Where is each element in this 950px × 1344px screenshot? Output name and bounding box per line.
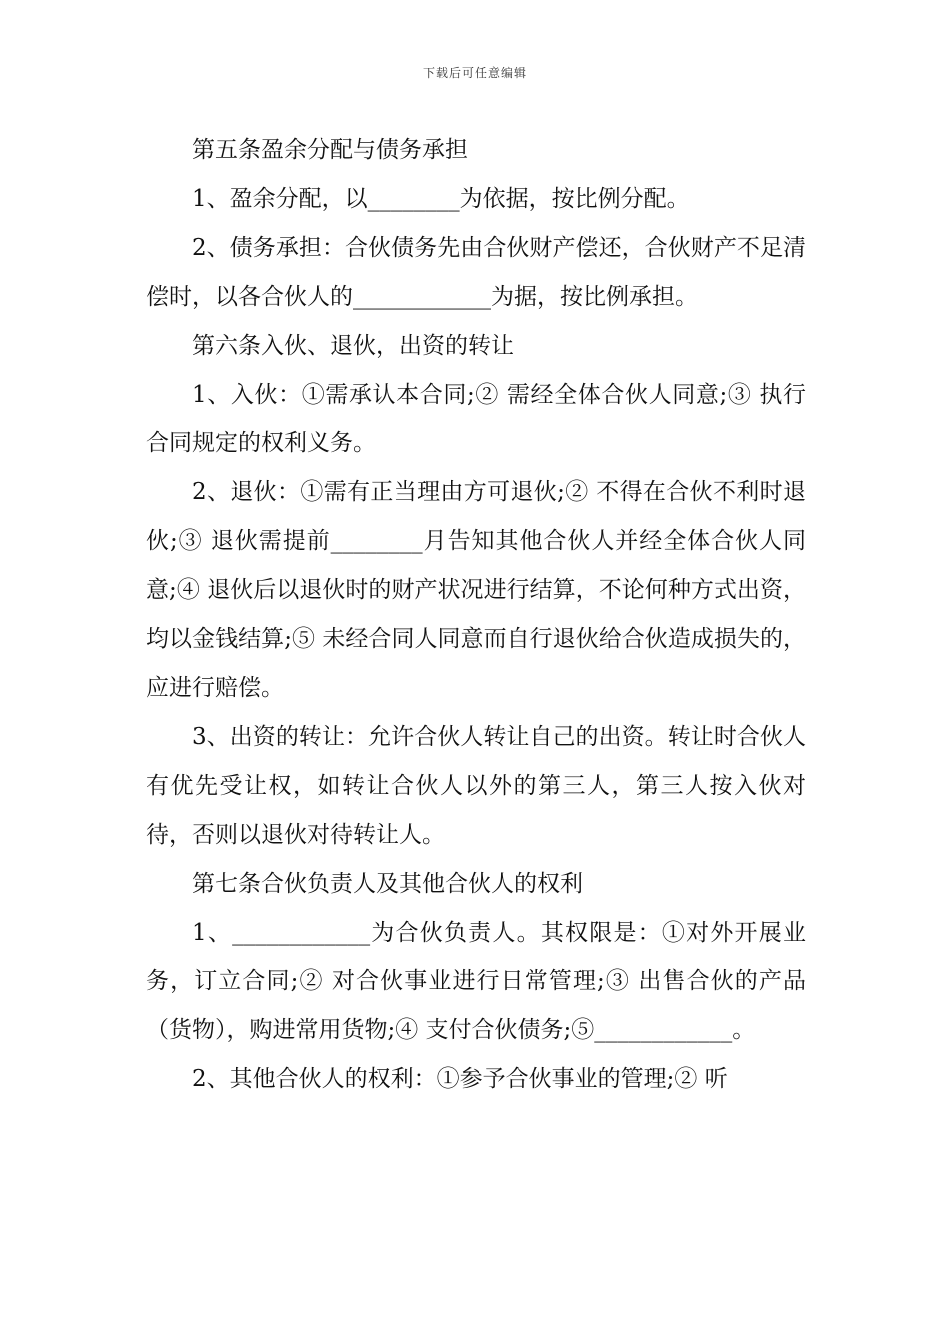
article-7-clause-2: 2、其他合伙人的权利：①参予合伙事业的管理;② 听 — [192, 1066, 728, 1093]
article-7-clause-1: 1、____________为合伙负责人。其权限是：①对外开展业务，订立合同;② 对合伙事业进行日常管理;③ 出售合伙的产品（货物），购进常用货物;④ 支付合伙债务;⑤____________。 — [146, 919, 806, 1044]
page-header: 下载后可任意编辑 — [422, 66, 527, 80]
article-5-clause-2: 2、债务承担：合伙债务先由合伙财产偿还，合伙财产不足清偿时，以各合伙人的____________为据，按比例承担。 — [146, 234, 806, 310]
article-6-clause-2: 2、退伙：①需有正当理由方可退伙;② 不得在合伙不利时退伙;③ 退伙需提前________月告知其他合伙人并经全体合伙人同意;④ 退伙后以退伙时的财产状况进行结算，不论何种方式出资，均以金钱结算;⑤ 未经合同人同意而自行退伙给合伙造成损失的，应进行赔偿。 — [146, 479, 806, 701]
article-6-clause-1: 1、入伙：①需承认本合同;② 需经全体合伙人同意;③ 执行合同规定的权利义务。 — [146, 381, 806, 457]
article-7-heading: 第七条合伙负责人及其他合伙人的权利 — [192, 870, 583, 897]
article-5-heading: 第五条盈余分配与债务承担 — [192, 137, 468, 163]
article-6-heading: 第六条入伙、退伙，出资的转让 — [192, 332, 514, 359]
article-5-clause-1: 1、盈余分配，以________为依据，按比例分配。 — [192, 185, 690, 212]
document-body — [146, 126, 806, 1104]
article-6-clause-3: 3、出资的转让：允许合伙人转让自己的出资。转让时合伙人有优先受让权，如转让合伙人以外的第三人，第三人按入伙对待，否则以退伙对待转让人。 — [146, 723, 806, 848]
